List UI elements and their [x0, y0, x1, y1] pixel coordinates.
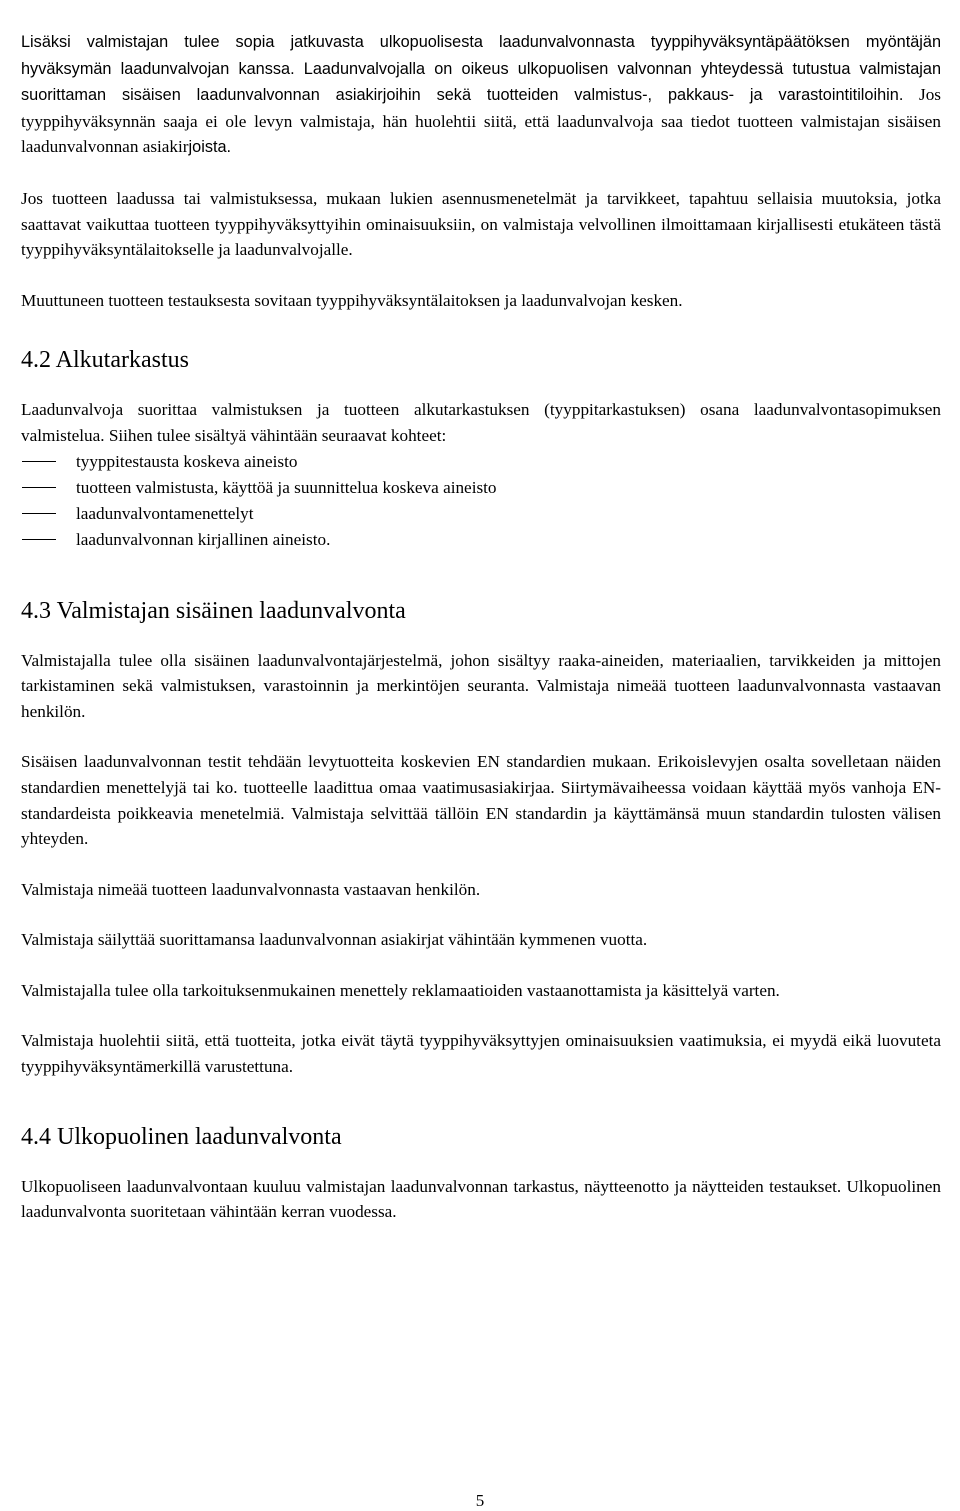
list-item: laadunvalvonnan kirjallinen aineisto.	[21, 527, 941, 553]
list-item: tyyppitestausta koskeva aineisto	[21, 449, 941, 475]
section-4-3-paragraph-5: Valmistajalla tulee olla tarkoituksenmukainen menettely reklamaatioiden vastaanottamista ja käsittelyä varten.	[21, 980, 780, 1000]
intro-p1-sans-text-b: joista.	[188, 138, 232, 157]
section-4-2-paragraph: Laadunvalvoja suorittaa valmistuksen ja tuotteen alkutarkastuksen (tyyppitarkastuksen) osana laadunvalvontasopimuksen valmistelua. Siihen tulee sisältyä vähintään seuraavat kohteet:	[21, 400, 941, 445]
section-4-3-paragraph-3: Valmistaja nimeää tuotteen laadunvalvonnasta vastaavan henkilön.	[21, 879, 481, 899]
document-page	[21, 29, 941, 1250]
section-4-4-paragraph: Ulkopuoliseen laadunvalvontaan kuuluu valmistajan laadunvalvonnan tarkastus, näytteenotto ja näytteiden testaukset. Ulkopuolinen laadunvalvonta suoritetaan vähintään kerran vuodessa.	[21, 1176, 941, 1222]
list-item: laadunvalvontamenettelyt	[21, 501, 941, 527]
section-4-3-paragraph-4: Valmistaja säilyttää suorittamansa laadunvalvonnan asiakirjat vähintään kymmenen vuotta.	[21, 930, 648, 950]
intro-paragraph-1	[21, 29, 941, 161]
heading-4-4: 4.4 Ulkopuolinen laadunvalvonta	[21, 1123, 342, 1150]
intro-p1-sans-text-a: Lisäksi valmistajan tulee sopia jatkuvasta ulkopuolisesta laadunvalvonnasta tyyppihyväksyntäpäätöksen myöntäjän hyväksymän laadunvalvojan kanssa. Laadunvalvojalla on oikeus ulkopuolisen valvonnan yhteydessä tutustua valmistajan suorittaman sisäisen laadunvalvonnan asiakirjoihin sekä tuotteiden valmistus-, pakkaus- ja varastointitiloihin.	[21, 33, 941, 105]
heading-4-2: 4.2 Alkutarkastus	[21, 347, 189, 374]
intro-paragraph-2: Jos tuotteen laadussa tai valmistuksessa, mukaan lukien asennusmenetelmät ja tarvikkeet, tapahtuu sellaisia muutoksia, jotka saattavat vaikuttaa tuotteen tyyppihyväksyttyihin ominaisuuksiin, on valmistaja velvollinen ilmoittamaan kirjallisesti etukäteen tästä tyyppihyväksyntälaitokselle ja laadunvalvojalle.	[21, 188, 941, 260]
intro-p1-serif-text: Jos tyyppihyväksynnän saaja ei ole levyn valmistaja, hän huolehtii siitä, että laadunvalvoja saa tiedot tuotteen valmistajan sisäisen laadunvalvonnan asiakir	[21, 85, 941, 157]
heading-4-3: 4.3 Valmistajan sisäinen laadunvalvonta	[21, 597, 406, 624]
section-4-3-paragraph-2: Sisäisen laadunvalvonnan testit tehdään levytuotteita koskevien EN standardien mukaan. Erikoislevyjen osalta sovelletaan näiden standardien menettelyjä tai ko. tuotteelle laadittua omaa vaatimusasiakirjaa. Siirtymävaiheessa voidaan käyttää myös vanhoja EN-standardeista poikkeavia menetelmiä. Valmistaja selvittää tällöin EN standardin ja käyttämänsä muun standardin tulosten välisen yhteyden.	[21, 752, 941, 849]
intro-paragraph-3: Muuttuneen tuotteen testauksesta sovitaan tyyppihyväksyntälaitoksen ja laadunvalvojan kesken.	[21, 290, 683, 310]
section-4-3-paragraph-6: Valmistaja huolehtii siitä, että tuotteita, jotka eivät täytä tyyppihyväksyttyjen ominaisuuksien vaatimuksia, ei myydä eikä luovuteta tyyppihyväksyntämerkillä varustettuna.	[21, 1031, 941, 1077]
list-item: tuotteen valmistusta, käyttöä ja suunnittelua koskeva aineisto	[21, 475, 941, 501]
section-4-2-list	[21, 449, 941, 553]
page-number: 5	[475, 1491, 485, 1510]
section-4-3-paragraph-1: Valmistajalla tulee olla sisäinen laadunvalvontajärjestelmä, johon sisältyy raaka-aineiden, materiaalien, tarvikkeiden ja mittojen tarkistaminen sekä valmistuksen, varastoinnin ja merkintöjen seuranta. Valmistaja nimeää tuotteen laadunvalvonnasta vastaavan henkilön.	[21, 650, 941, 721]
